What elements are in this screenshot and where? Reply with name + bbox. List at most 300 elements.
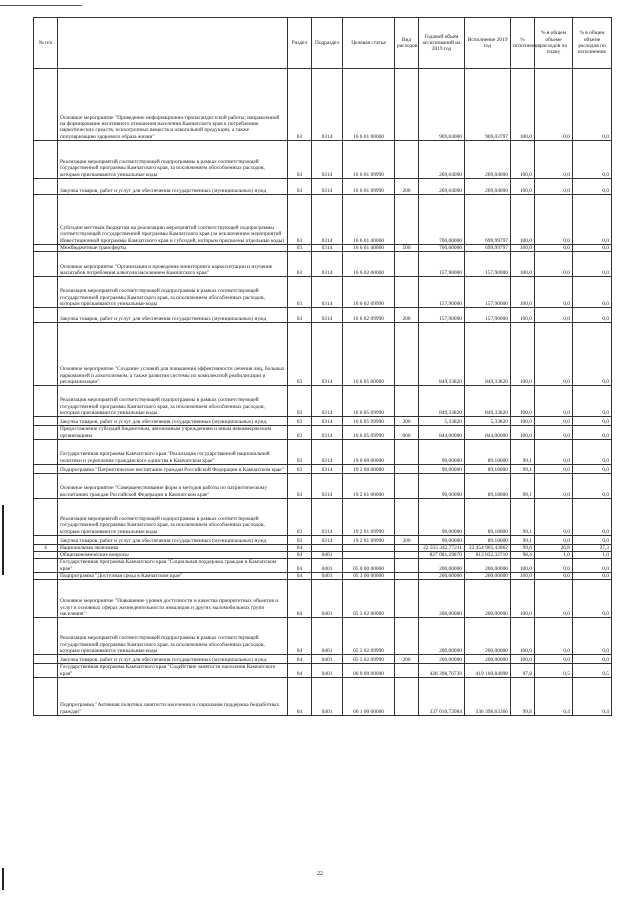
table-row: [34, 426, 612, 440]
row-razdel: 03: [288, 386, 312, 417]
row-target-article: 05 3 02 09990: [343, 655, 395, 664]
row-share-fact: 1,0: [573, 552, 612, 559]
row-plan-amount: 849,33820: [419, 386, 465, 417]
row-exec-percent: 100,0: [511, 417, 535, 426]
row-number: [34, 552, 58, 559]
row-exec-percent: 100,0: [511, 69, 535, 141]
row-name: Субсидии местным бюджетам на реализацию мероприятий соответствующей подпрограммы соответствующей государственной программы Камчатского края (за исключением мероприятий Инвестиционной программы Камчатского края и субсидий, которым присвоены отдельные коды): [58, 195, 288, 245]
row-name: Реализация мероприятий соответствующей подпрограммы в рамках соответствующей государственной программы Камчатского края, за исключением обособленных расходов, которым присваиваются уникальные коды: [58, 618, 288, 655]
row-name: Закупка товаров, работ и услуг для обеспечения государственных (муниципальных) нужд: [58, 179, 288, 195]
row-podrazdel: 0314: [312, 473, 343, 498]
table-row: [34, 473, 612, 498]
row-fact-amount: 200,00000: [465, 580, 511, 618]
column-header-share-fact: % в общем объеме расходов по исполнению: [573, 18, 612, 69]
row-razdel: 03: [288, 498, 312, 535]
row-razdel: 04: [288, 544, 312, 551]
row-share-fact: 0,0: [573, 618, 612, 655]
row-expense-type: [395, 573, 419, 580]
row-target-article: 16 6 02 00000: [343, 252, 395, 277]
row-share-plan: 0,0: [535, 535, 573, 544]
row-target-article: 16 6 05 09990: [343, 426, 395, 440]
row-target-article: 05 3 02 00000: [343, 580, 395, 618]
row-plan-amount: 5,33820: [419, 417, 465, 426]
row-podrazdel: 0314: [312, 141, 343, 179]
row-name: Закупка товаров, работ и услуг для обеспечения государственных (муниципальных) нужд: [58, 535, 288, 544]
row-exec-percent: 99,1: [511, 535, 535, 544]
table-row: [34, 323, 612, 386]
row-razdel: 04: [288, 559, 312, 573]
row-expense-type: [395, 664, 419, 678]
row-share-fact: 0,0: [573, 386, 612, 417]
row-razdel: 03: [288, 473, 312, 498]
row-share-fact: 0,0: [573, 498, 612, 535]
table-row: [34, 252, 612, 277]
row-target-article: 05 0 00 00000: [343, 559, 395, 573]
row-target-article: 05 3 02 09990: [343, 618, 395, 655]
row-exec-percent: 100,0: [511, 179, 535, 195]
row-podrazdel: 0401: [312, 677, 343, 715]
row-target-article: 16 6 01 09990: [343, 179, 395, 195]
row-plan-amount: 22 555 342,77211: [419, 544, 465, 551]
row-exec-percent: 100,0: [511, 252, 535, 277]
table-row: [34, 544, 612, 551]
row-target-article: 19 2 00 00000: [343, 464, 395, 473]
row-fact-amount: 200,00000: [465, 573, 511, 580]
row-expense-type: [395, 559, 419, 573]
row-expense-type: [395, 252, 419, 277]
row-share-fact: 0,0: [573, 559, 612, 573]
row-razdel: 03: [288, 308, 312, 323]
row-plan-amount: 849,33820: [419, 323, 465, 386]
row-name: Межбюджетные трансферты: [58, 245, 288, 252]
row-razdel: 04: [288, 618, 312, 655]
row-name: Реализация мероприятий соответствующей подпрограммы в рамках соответствующей государственной программы Камчатского края, за исключением обособленных расходов, которым присваиваются уникальные коды: [58, 498, 288, 535]
row-share-plan: 0,0: [535, 618, 573, 655]
column-header-share-plan: % в общем объеме расходов по плану: [535, 18, 573, 69]
row-number: [34, 179, 58, 195]
row-fact-amount: 157,90000: [465, 252, 511, 277]
row-share-fact: 0,0: [573, 573, 612, 580]
row-exec-percent: 99,1: [511, 473, 535, 498]
row-share-plan: 0,0: [535, 141, 573, 179]
row-number: [34, 464, 58, 473]
row-share-fact: 0,0: [573, 417, 612, 426]
row-target-article: 16 6 01 09990: [343, 141, 395, 179]
row-podrazdel: 0401: [312, 618, 343, 655]
row-share-plan: 0,0: [535, 439, 573, 464]
row-expense-type: [395, 141, 419, 179]
table-header-row: [34, 18, 612, 69]
row-target-article: 16 6 02 09990: [343, 277, 395, 308]
row-plan-amount: 200,00000: [419, 580, 465, 618]
row-podrazdel: 0314: [312, 386, 343, 417]
row-exec-percent: 100,0: [511, 559, 535, 573]
row-expense-type: 200: [395, 535, 419, 544]
row-share-fact: 0,0: [573, 655, 612, 664]
row-fact-amount: 813 832,32710: [465, 552, 511, 559]
table-row: [34, 439, 612, 464]
row-podrazdel: 0314: [312, 535, 343, 544]
row-podrazdel: 0314: [312, 277, 343, 308]
row-target-article: [343, 544, 395, 551]
row-plan-amount: 157,90000: [419, 277, 465, 308]
row-razdel: 04: [288, 552, 312, 559]
row-share-fact: 0,0: [573, 473, 612, 498]
row-number: [34, 277, 58, 308]
row-share-fact: 0,4: [573, 677, 612, 715]
row-number: [34, 141, 58, 179]
row-name: Общеэкономические вопросы: [58, 552, 288, 559]
row-expense-type: [395, 580, 419, 618]
row-share-plan: 0,0: [535, 580, 573, 618]
row-share-plan: 0,0: [535, 179, 573, 195]
row-number: [34, 559, 58, 573]
row-number: [34, 323, 58, 386]
row-target-article: 16 6 01 40060: [343, 245, 395, 252]
row-name: Реализация мероприятий соответствующей подпрограммы в рамках соответствующей государственной программы Камчатского края, за исключением обособленных расходов, которым присваиваются уникальные коды: [58, 141, 288, 179]
row-plan-amount: 844,00000: [419, 426, 465, 440]
row-razdel: 03: [288, 323, 312, 386]
row-share-fact: 0,0: [573, 69, 612, 141]
row-exec-percent: 100,0: [511, 426, 535, 440]
row-exec-percent: 100,0: [511, 277, 535, 308]
row-podrazdel: 0314: [312, 195, 343, 245]
row-number: [34, 580, 58, 618]
row-share-plan: 0,0: [535, 655, 573, 664]
row-share-plan: 0,0: [535, 277, 573, 308]
row-fact-amount: 699,99797: [465, 195, 511, 245]
row-plan-amount: 157,90000: [419, 252, 465, 277]
row-razdel: 03: [288, 277, 312, 308]
row-number: [34, 655, 58, 664]
row-podrazdel: 0314: [312, 179, 343, 195]
row-fact-amount: 89,18000: [465, 464, 511, 473]
row-plan-amount: 90,00000: [419, 473, 465, 498]
row-plan-amount: 200,00000: [419, 559, 465, 573]
row-podrazdel: 0314: [312, 439, 343, 464]
row-target-article: 19 2 01 00000: [343, 473, 395, 498]
row-number: [34, 245, 58, 252]
row-name: Основное мероприятие "Проведение информационно-пропагандистской работы, направленной на формирование негативного отношения населения Камчатского края к потреблению наркотических средств, психотропных веществ и алкогольной продукции, а также популяризацию здорового образа жизни": [58, 69, 288, 141]
column-header-plan: Годовой объем ассигнований на 2019 год: [419, 18, 465, 69]
row-razdel: 04: [288, 664, 312, 678]
row-target-article: 16 6 01 00000: [343, 69, 395, 141]
row-target-article: 16 6 05 09990: [343, 417, 395, 426]
table-row: [34, 417, 612, 426]
row-fact-amount: 269,04000: [465, 141, 511, 179]
row-plan-amount: 969,04000: [419, 69, 465, 141]
row-share-plan: 0,0: [535, 473, 573, 498]
row-fact-amount: 200,00000: [465, 655, 511, 664]
row-exec-percent: 99,1: [511, 439, 535, 464]
row-name: Государственная программа Камчатского края "Реализация государственной национальной политики и укрепление гражданского единства в Камчатском крае": [58, 439, 288, 464]
row-number: [34, 439, 58, 464]
row-razdel: 03: [288, 464, 312, 473]
row-exec-percent: 100,0: [511, 580, 535, 618]
row-exec-percent: 100,0: [511, 245, 535, 252]
row-share-fact: 0,0: [573, 464, 612, 473]
row-plan-amount: 269,04000: [419, 179, 465, 195]
row-fact-amount: 89,18000: [465, 498, 511, 535]
row-plan-amount: 700,00000: [419, 245, 465, 252]
table-row: [34, 559, 612, 573]
row-share-fact: 0,0: [573, 195, 612, 245]
row-number: [34, 498, 58, 535]
row-podrazdel: 0401: [312, 580, 343, 618]
row-number: [34, 677, 58, 715]
row-share-fact: 0,0: [573, 308, 612, 323]
row-fact-amount: 200,00000: [465, 559, 511, 573]
row-number: [34, 195, 58, 245]
row-share-plan: 0,0: [535, 195, 573, 245]
scan-edge-mark: [2, 505, 4, 575]
row-share-fact: 0,0: [573, 426, 612, 440]
row-podrazdel: 0401: [312, 559, 343, 573]
row-name: Государственная программа Камчатского края "Содействие занятости населения Камчатского края": [58, 664, 288, 678]
row-name: Закупка товаров, работ и услуг для обеспечения государственных (муниципальных) нужд: [58, 308, 288, 323]
row-plan-amount: 337 010,72084: [419, 677, 465, 715]
row-expense-type: [395, 323, 419, 386]
table-row: [34, 195, 612, 245]
row-share-plan: 0,0: [535, 69, 573, 141]
row-fact-amount: 844,00000: [465, 426, 511, 440]
row-razdel: 03: [288, 195, 312, 245]
row-razdel: 03: [288, 69, 312, 141]
row-share-plan: 0,5: [535, 664, 573, 678]
row-razdel: 03: [288, 439, 312, 464]
row-razdel: 03: [288, 417, 312, 426]
row-razdel: 03: [288, 426, 312, 440]
row-expense-type: 200: [395, 308, 419, 323]
row-share-plan: 0,0: [535, 245, 573, 252]
row-fact-amount: 699,99797: [465, 245, 511, 252]
row-plan-amount: 700,00000: [419, 195, 465, 245]
row-target-article: 05 3 00 00000: [343, 573, 395, 580]
row-expense-type: 200: [395, 417, 419, 426]
row-podrazdel: 0314: [312, 426, 343, 440]
table-row: [34, 618, 612, 655]
row-share-fact: 0,0: [573, 179, 612, 195]
row-fact-amount: 849,33820: [465, 323, 511, 386]
row-share-fact: 27,3: [573, 544, 612, 551]
row-share-plan: 0,0: [535, 426, 573, 440]
row-fact-amount: 849,33820: [465, 386, 511, 417]
row-expense-type: [395, 618, 419, 655]
row-share-fact: 0,0: [573, 245, 612, 252]
column-header-num: № п/п: [34, 18, 58, 69]
row-target-article: 19 2 01 09990: [343, 498, 395, 535]
row-fact-amount: 336 398,63366: [465, 677, 511, 715]
row-name: Основное мероприятие "Создание условий для повышения эффективности лечения лиц, больных наркоманией и алкоголизмом, а также развития системы их комплексной реабилитации и ресоциализации": [58, 323, 288, 386]
row-exec-percent: 99,6: [511, 544, 535, 551]
table-row: [34, 141, 612, 179]
table-row: [34, 664, 612, 678]
row-fact-amount: 89,18000: [465, 535, 511, 544]
column-header-vr: Вид расходов: [395, 18, 419, 69]
row-name: Предоставление субсидий бюджетным, автономным учреждениям и иным некоммерческим организациям: [58, 426, 288, 440]
row-exec-percent: 99,8: [511, 677, 535, 715]
row-share-plan: 0,0: [535, 498, 573, 535]
row-razdel: 03: [288, 245, 312, 252]
column-header-razdel: Раздел: [288, 18, 312, 69]
row-fact-amount: 157,90000: [465, 308, 511, 323]
row-podrazdel: 0401: [312, 573, 343, 580]
row-exec-percent: 99,1: [511, 464, 535, 473]
row-podrazdel: 0401: [312, 655, 343, 664]
row-expense-type: [395, 69, 419, 141]
row-exec-percent: 100,0: [511, 308, 535, 323]
row-exec-percent: 100,0: [511, 195, 535, 245]
row-fact-amount: 969,03797: [465, 69, 511, 141]
row-share-plan: 0,0: [535, 559, 573, 573]
row-share-fact: 0,0: [573, 323, 612, 386]
row-podrazdel: 0401: [312, 664, 343, 678]
row-podrazdel: 0314: [312, 323, 343, 386]
table-row: [34, 179, 612, 195]
row-fact-amount: 89,18000: [465, 439, 511, 464]
row-expense-type: 200: [395, 179, 419, 195]
row-number: [34, 535, 58, 544]
row-expense-type: 600: [395, 426, 419, 440]
row-podrazdel: 0314: [312, 464, 343, 473]
row-exec-percent: 100,0: [511, 323, 535, 386]
row-share-plan: 0,0: [535, 386, 573, 417]
row-target-article: 06 0 00 00000: [343, 664, 395, 678]
row-podrazdel: 0314: [312, 69, 343, 141]
row-target-article: 06 1 00 00000: [343, 677, 395, 715]
row-plan-amount: 90,00000: [419, 464, 465, 473]
row-expense-type: [395, 464, 419, 473]
row-target-article: 16 6 02 09990: [343, 308, 395, 323]
row-number: [34, 386, 58, 417]
row-expense-type: [395, 552, 419, 559]
row-target-article: 16 6 05 09990: [343, 386, 395, 417]
row-share-fact: 0,5: [573, 664, 612, 678]
table-row: [34, 69, 612, 141]
table-row: [34, 580, 612, 618]
row-fact-amount: 157,90000: [465, 277, 511, 308]
row-exec-percent: 100,0: [511, 655, 535, 664]
row-podrazdel: 0314: [312, 308, 343, 323]
row-share-plan: 0,0: [535, 573, 573, 580]
row-plan-amount: 200,00000: [419, 655, 465, 664]
row-share-fact: 0,0: [573, 277, 612, 308]
row-razdel: 03: [288, 141, 312, 179]
row-number: 4: [34, 544, 58, 551]
row-number: [34, 426, 58, 440]
column-header-podrazdel: Подраздел: [312, 18, 343, 69]
budget-execution-table: [33, 17, 612, 716]
row-name: Подпрограмма "Патриотическое воспитание граждан Российской Федерации в Камчатском крае": [58, 464, 288, 473]
row-podrazdel: 0314: [312, 498, 343, 535]
row-exec-percent: 100,0: [511, 386, 535, 417]
row-number: [34, 69, 58, 141]
row-podrazdel: 0401: [312, 552, 343, 559]
row-plan-amount: 200,00000: [419, 618, 465, 655]
row-number: [34, 252, 58, 277]
row-exec-percent: 98,4: [511, 552, 535, 559]
row-share-fact: 0,0: [573, 535, 612, 544]
row-name: Реализация мероприятий соответствующей подпрограммы в рамках соответствующей государственной программы Камчатского края, за исключением обособленных расходов, которым присваиваются уникальные коды: [58, 386, 288, 417]
row-share-plan: 26,8: [535, 544, 573, 551]
table-row: [34, 655, 612, 664]
row-expense-type: 500: [395, 245, 419, 252]
row-name: Реализация мероприятий соответствующей подпрограммы в рамках соответствующей государственной программы Камчатского края, за исключением обособленных расходов, которым присваиваются уникальные коды: [58, 277, 288, 308]
row-name: Национальная экономика: [58, 544, 288, 551]
row-razdel: 03: [288, 252, 312, 277]
table-row: [34, 552, 612, 559]
top-rule: [0, 5, 82, 6]
table-row: [34, 277, 612, 308]
row-plan-amount: 90,00000: [419, 535, 465, 544]
row-number: [34, 308, 58, 323]
row-share-plan: 1,0: [535, 552, 573, 559]
row-fact-amount: 269,04000: [465, 179, 511, 195]
row-razdel: 03: [288, 179, 312, 195]
row-razdel: 04: [288, 580, 312, 618]
table-row: [34, 464, 612, 473]
row-target-article: 19 2 01 09990: [343, 535, 395, 544]
row-share-plan: 0,0: [535, 308, 573, 323]
row-razdel: 04: [288, 655, 312, 664]
row-fact-amount: 419 160,84098: [465, 664, 511, 678]
row-podrazdel: 0314: [312, 252, 343, 277]
row-expense-type: 200: [395, 655, 419, 664]
table-row: [34, 308, 612, 323]
row-share-plan: 0,0: [535, 417, 573, 426]
row-razdel: 03: [288, 535, 312, 544]
table-row: [34, 677, 612, 715]
table-row: [34, 498, 612, 535]
row-expense-type: [395, 544, 419, 551]
row-share-fact: 0,0: [573, 580, 612, 618]
row-share-plan: 0,0: [535, 252, 573, 277]
row-name: Государственная программа Камчатского края "Социальная поддержка граждан в Камчатском крае": [58, 559, 288, 573]
row-expense-type: [395, 386, 419, 417]
row-podrazdel: 0314: [312, 245, 343, 252]
row-exec-percent: 100,0: [511, 618, 535, 655]
row-exec-percent: 100,0: [511, 141, 535, 179]
row-name: Основное мероприятие "Организация и проведение мониторинга наркоситуации и изучение масштабов потребления алкоголя населением Камчатского края": [58, 252, 288, 277]
row-expense-type: [395, 498, 419, 535]
row-share-fact: 0,0: [573, 141, 612, 179]
row-number: [34, 473, 58, 498]
table-row: [34, 573, 612, 580]
row-exec-percent: 97,8: [511, 664, 535, 678]
column-header-pct: % исполнения: [511, 18, 535, 69]
row-razdel: 04: [288, 677, 312, 715]
row-plan-amount: 90,00000: [419, 498, 465, 535]
page-number: 22: [317, 871, 323, 877]
column-header-name: [58, 18, 288, 69]
row-expense-type: [395, 439, 419, 464]
row-share-plan: 0,0: [535, 464, 573, 473]
row-plan-amount: 428 398,76739: [419, 664, 465, 678]
row-share-fact: 0,0: [573, 439, 612, 464]
row-name: Основное мероприятие "Совершенствование форм и методов работы по патриотическому воспитанию граждан Российской Федерации в Камчатском крае": [58, 473, 288, 498]
row-share-plan: 0,0: [535, 323, 573, 386]
row-exec-percent: 99,1: [511, 498, 535, 535]
row-number: [34, 618, 58, 655]
row-name: Закупка товаров, работ и услуг для обеспечения государственных (муниципальных) нужд: [58, 655, 288, 664]
row-podrazdel: [312, 544, 343, 551]
row-name: Подпрограмма "Активная политика занятости населения и социальная поддержка безработных граждан": [58, 677, 288, 715]
table-row: [34, 245, 612, 252]
row-plan-amount: 157,90000: [419, 308, 465, 323]
row-plan-amount: 90,00000: [419, 439, 465, 464]
row-razdel: 04: [288, 573, 312, 580]
table-row: [34, 535, 612, 544]
